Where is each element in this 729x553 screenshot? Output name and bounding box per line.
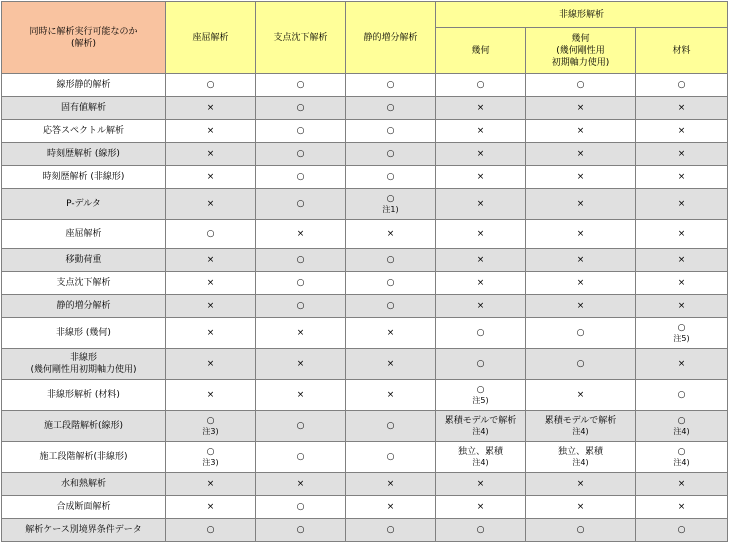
table-row bbox=[2, 272, 728, 295]
row-label bbox=[2, 380, 166, 411]
table-cell bbox=[436, 189, 526, 220]
table-cell bbox=[526, 473, 636, 496]
table-cell bbox=[346, 74, 436, 97]
table-cell bbox=[526, 295, 636, 318]
table-cell bbox=[256, 272, 346, 295]
cell-value: ○ bbox=[386, 126, 395, 136]
table-cell bbox=[636, 442, 728, 473]
table-cell bbox=[526, 120, 636, 143]
row-label bbox=[2, 189, 166, 220]
cell-note: 注3) bbox=[202, 458, 219, 467]
cell-value: ○ bbox=[476, 328, 485, 338]
table-cell bbox=[636, 349, 728, 380]
table-cell bbox=[526, 349, 636, 380]
table-cell bbox=[256, 249, 346, 272]
cell-note: 注4) bbox=[572, 458, 589, 467]
table-row bbox=[2, 97, 728, 120]
col-header-geometric bbox=[436, 28, 526, 74]
row-label-line: 線形静的解析 bbox=[56, 80, 111, 90]
table-cell bbox=[636, 473, 728, 496]
cell-note: 注4) bbox=[673, 427, 690, 436]
table-row bbox=[2, 473, 728, 496]
cell-value: ○ bbox=[296, 502, 305, 512]
table-cell bbox=[636, 496, 728, 519]
table-cell bbox=[636, 318, 728, 349]
cell-value: × bbox=[386, 502, 395, 512]
cell-value: × bbox=[476, 126, 485, 136]
corner-header-line-2: (解析) bbox=[70, 38, 97, 49]
table-cell bbox=[526, 519, 636, 542]
table-row bbox=[2, 249, 728, 272]
row-label-line: 非線形 (幾何) bbox=[56, 328, 111, 338]
cell-value: ○ bbox=[386, 80, 395, 90]
table-cell bbox=[256, 442, 346, 473]
cell-value: ○ bbox=[576, 328, 585, 338]
row-label bbox=[2, 166, 166, 189]
row-label bbox=[2, 473, 166, 496]
row-label-line: 静的増分解析 bbox=[56, 301, 111, 311]
cell-value: ○ bbox=[386, 525, 395, 535]
table-cell bbox=[526, 272, 636, 295]
table-cell bbox=[166, 295, 256, 318]
table-cell bbox=[436, 442, 526, 473]
table-cell bbox=[436, 120, 526, 143]
table-cell bbox=[256, 97, 346, 120]
row-label bbox=[2, 143, 166, 166]
table-cell bbox=[526, 97, 636, 120]
cell-value: ○ bbox=[677, 390, 686, 400]
table-cell bbox=[256, 519, 346, 542]
corner-header bbox=[2, 2, 166, 74]
table-cell bbox=[526, 442, 636, 473]
cell-value: × bbox=[296, 479, 305, 489]
cell-value: × bbox=[476, 103, 485, 113]
table-cell bbox=[346, 442, 436, 473]
cell-value: × bbox=[576, 278, 585, 288]
cell-value: × bbox=[296, 390, 305, 400]
cell-value: × bbox=[576, 255, 585, 265]
table-cell bbox=[346, 189, 436, 220]
cell-value: ○ bbox=[576, 80, 585, 90]
cell-value: × bbox=[476, 172, 485, 182]
table-cell bbox=[346, 349, 436, 380]
cell-value: ○ bbox=[296, 103, 305, 113]
cell-value: ○ bbox=[296, 80, 305, 90]
cell-value: × bbox=[576, 103, 585, 113]
cell-value: × bbox=[386, 479, 395, 489]
table-row bbox=[2, 120, 728, 143]
cell-value: × bbox=[576, 172, 585, 182]
cell-value: × bbox=[576, 390, 585, 400]
row-label-line: 支点沈下解析 bbox=[56, 278, 111, 288]
cell-value: × bbox=[476, 479, 485, 489]
col-header-geometric-initial-force bbox=[526, 28, 636, 74]
cell-value: ○ bbox=[677, 525, 686, 535]
cell-value: × bbox=[206, 103, 215, 113]
table-cell bbox=[636, 519, 728, 542]
col-header-line-3: 初期軸力使用) bbox=[551, 57, 610, 68]
cell-value: × bbox=[576, 479, 585, 489]
table-cell bbox=[256, 189, 346, 220]
table-cell bbox=[346, 120, 436, 143]
table-cell bbox=[526, 143, 636, 166]
table-cell bbox=[166, 249, 256, 272]
row-label-line: 非線形 bbox=[69, 353, 97, 363]
cell-value: × bbox=[677, 172, 686, 182]
cell-value: 独立、累積 bbox=[457, 447, 503, 457]
row-label-line: 応答スペクトル解析 bbox=[42, 126, 124, 136]
cell-value: ○ bbox=[677, 80, 686, 90]
col-header-line-1: 幾何 bbox=[571, 33, 590, 44]
table-cell bbox=[346, 249, 436, 272]
table-cell bbox=[636, 411, 728, 442]
row-label bbox=[2, 220, 166, 249]
table-cell bbox=[166, 318, 256, 349]
cell-value: × bbox=[206, 199, 215, 209]
col-header-pushover: 静的増分解析 bbox=[346, 2, 436, 74]
table-row bbox=[2, 295, 728, 318]
cell-value: ○ bbox=[677, 416, 686, 426]
row-label-line: 合成断面解析 bbox=[56, 502, 111, 512]
row-label bbox=[2, 349, 166, 380]
cell-value: × bbox=[677, 126, 686, 136]
cell-value: × bbox=[677, 479, 686, 489]
cell-value: × bbox=[206, 479, 215, 489]
row-label-line: 非線形解析 (材料) bbox=[47, 390, 120, 400]
table-cell bbox=[346, 318, 436, 349]
table-cell bbox=[526, 318, 636, 349]
table-cell bbox=[636, 220, 728, 249]
row-label bbox=[2, 318, 166, 349]
cell-value: ○ bbox=[386, 103, 395, 113]
table-cell bbox=[636, 295, 728, 318]
table-row bbox=[2, 220, 728, 249]
table-cell bbox=[166, 496, 256, 519]
cell-value: × bbox=[386, 359, 395, 369]
row-label bbox=[2, 272, 166, 295]
table-row bbox=[2, 189, 728, 220]
cell-value: × bbox=[206, 390, 215, 400]
table-cell bbox=[166, 220, 256, 249]
cell-value: ○ bbox=[677, 447, 686, 457]
row-label bbox=[2, 442, 166, 473]
table-cell bbox=[436, 295, 526, 318]
row-label bbox=[2, 120, 166, 143]
table-cell bbox=[166, 74, 256, 97]
row-label bbox=[2, 496, 166, 519]
cell-value: × bbox=[576, 301, 585, 311]
cell-value: ○ bbox=[206, 229, 215, 239]
cell-value: × bbox=[677, 278, 686, 288]
cell-value: ○ bbox=[677, 323, 686, 333]
col-header-settlement: 支点沈下解析 bbox=[256, 2, 346, 74]
cell-value: × bbox=[576, 502, 585, 512]
table-cell bbox=[526, 496, 636, 519]
col-group-nonlinear: 非線形解析 bbox=[436, 2, 728, 28]
cell-value: × bbox=[386, 390, 395, 400]
table-cell bbox=[346, 473, 436, 496]
cell-note: 注5) bbox=[673, 334, 690, 343]
col-header-material bbox=[636, 28, 728, 74]
cell-note: 注5) bbox=[472, 396, 489, 405]
cell-value: × bbox=[476, 278, 485, 288]
table-cell bbox=[166, 272, 256, 295]
cell-value: ○ bbox=[296, 301, 305, 311]
cell-value: × bbox=[677, 103, 686, 113]
table-cell bbox=[436, 249, 526, 272]
table-cell bbox=[166, 97, 256, 120]
table-cell bbox=[636, 166, 728, 189]
cell-value: ○ bbox=[206, 447, 215, 457]
row-label bbox=[2, 74, 166, 97]
table-cell bbox=[436, 74, 526, 97]
cell-note: 注3) bbox=[202, 427, 219, 436]
analysis-compatibility-table bbox=[1, 1, 728, 542]
table-cell bbox=[436, 166, 526, 189]
cell-value: ○ bbox=[296, 172, 305, 182]
table-cell bbox=[346, 519, 436, 542]
table-cell bbox=[636, 74, 728, 97]
cell-value: ○ bbox=[576, 525, 585, 535]
cell-note: 注4) bbox=[472, 458, 489, 467]
row-label-line: 時刻歴解析 (線形) bbox=[47, 149, 120, 159]
table-cell bbox=[166, 473, 256, 496]
cell-value: × bbox=[386, 229, 395, 239]
table-cell bbox=[436, 411, 526, 442]
cell-value: × bbox=[296, 359, 305, 369]
cell-value: × bbox=[677, 359, 686, 369]
cell-value: × bbox=[476, 255, 485, 265]
cell-value: × bbox=[476, 301, 485, 311]
table-cell bbox=[436, 272, 526, 295]
cell-value: ○ bbox=[296, 149, 305, 159]
cell-value: × bbox=[677, 229, 686, 239]
table-row bbox=[2, 519, 728, 542]
cell-value: ○ bbox=[386, 255, 395, 265]
cell-value: ○ bbox=[476, 525, 485, 535]
cell-value: × bbox=[677, 255, 686, 265]
cell-value: ○ bbox=[386, 452, 395, 462]
cell-value: × bbox=[476, 149, 485, 159]
table-cell bbox=[346, 411, 436, 442]
cell-value: × bbox=[677, 301, 686, 311]
cell-value: ○ bbox=[296, 199, 305, 209]
cell-value: × bbox=[206, 149, 215, 159]
cell-value: ○ bbox=[386, 301, 395, 311]
table-cell bbox=[436, 143, 526, 166]
cell-value: ○ bbox=[296, 126, 305, 136]
row-label-line: (幾何剛性用初期軸力使用) bbox=[30, 365, 137, 375]
row-label-line: 解析ケース別境界条件データ bbox=[25, 525, 142, 535]
table-cell bbox=[256, 74, 346, 97]
table-cell bbox=[636, 189, 728, 220]
table-row bbox=[2, 349, 728, 380]
cell-value: × bbox=[677, 199, 686, 209]
cell-value: × bbox=[677, 149, 686, 159]
row-label-line: 固有値解析 bbox=[60, 103, 106, 113]
table-cell bbox=[166, 442, 256, 473]
table-cell bbox=[436, 97, 526, 120]
cell-value: × bbox=[206, 301, 215, 311]
row-label bbox=[2, 519, 166, 542]
table-cell bbox=[166, 519, 256, 542]
table-cell bbox=[436, 519, 526, 542]
table-cell bbox=[636, 120, 728, 143]
table-cell bbox=[636, 143, 728, 166]
table-cell bbox=[256, 349, 346, 380]
table-cell bbox=[166, 189, 256, 220]
table-cell bbox=[346, 496, 436, 519]
table-cell bbox=[436, 380, 526, 411]
table-body bbox=[2, 74, 728, 542]
cell-value: × bbox=[206, 126, 215, 136]
cell-value: ○ bbox=[476, 385, 485, 395]
cell-value: ○ bbox=[476, 359, 485, 369]
row-label-line: 時刻歴解析 (非線形) bbox=[42, 172, 125, 182]
cell-value: 累積モデルで解析 bbox=[544, 416, 617, 426]
row-label-line: P-デルタ bbox=[66, 199, 101, 209]
cell-value: × bbox=[476, 229, 485, 239]
cell-value: ○ bbox=[296, 452, 305, 462]
cell-value: × bbox=[677, 502, 686, 512]
cell-value: × bbox=[206, 278, 215, 288]
cell-value: × bbox=[206, 502, 215, 512]
cell-value: ○ bbox=[576, 359, 585, 369]
table-row bbox=[2, 442, 728, 473]
table-cell bbox=[166, 166, 256, 189]
cell-value: ○ bbox=[296, 421, 305, 431]
table-cell bbox=[526, 380, 636, 411]
cell-value: × bbox=[476, 199, 485, 209]
table-cell bbox=[526, 74, 636, 97]
table-cell bbox=[256, 473, 346, 496]
cell-note: 注1) bbox=[382, 205, 399, 214]
cell-value: ○ bbox=[296, 278, 305, 288]
table-cell bbox=[526, 220, 636, 249]
table-cell bbox=[526, 189, 636, 220]
row-label bbox=[2, 97, 166, 120]
table-cell bbox=[436, 220, 526, 249]
table-cell bbox=[436, 496, 526, 519]
row-label bbox=[2, 411, 166, 442]
cell-note: 注4) bbox=[572, 427, 589, 436]
cell-note: 注4) bbox=[673, 458, 690, 467]
table-cell bbox=[256, 380, 346, 411]
row-label-line: 施工段階解析(線形) bbox=[43, 421, 124, 431]
cell-value: ○ bbox=[386, 172, 395, 182]
table-row bbox=[2, 74, 728, 97]
cell-value: × bbox=[296, 328, 305, 338]
table-cell bbox=[636, 249, 728, 272]
cell-value: × bbox=[476, 502, 485, 512]
table-row bbox=[2, 318, 728, 349]
table-cell bbox=[436, 473, 526, 496]
table-cell bbox=[346, 143, 436, 166]
col-header-material-line-1: 材料 bbox=[672, 45, 691, 56]
table-cell bbox=[166, 380, 256, 411]
table-cell bbox=[346, 220, 436, 249]
cell-value: ○ bbox=[206, 525, 215, 535]
cell-value: × bbox=[576, 199, 585, 209]
table-row bbox=[2, 411, 728, 442]
row-label-line: 施工段階解析(非線形) bbox=[39, 452, 128, 462]
table-cell bbox=[526, 411, 636, 442]
cell-value: ○ bbox=[386, 149, 395, 159]
row-label-line: 座屈解析 bbox=[65, 229, 102, 239]
table-cell bbox=[256, 411, 346, 442]
cell-value: × bbox=[296, 229, 305, 239]
cell-value: ○ bbox=[206, 80, 215, 90]
table-cell bbox=[436, 349, 526, 380]
table-cell bbox=[166, 411, 256, 442]
cell-value: × bbox=[386, 328, 395, 338]
cell-value: × bbox=[206, 359, 215, 369]
cell-value: × bbox=[576, 149, 585, 159]
table-row bbox=[2, 166, 728, 189]
table-cell bbox=[256, 318, 346, 349]
cell-value: 独立、累積 bbox=[557, 447, 603, 457]
cell-value: ○ bbox=[476, 80, 485, 90]
table-cell bbox=[256, 166, 346, 189]
table-cell bbox=[346, 97, 436, 120]
table-row bbox=[2, 496, 728, 519]
cell-value: ○ bbox=[386, 278, 395, 288]
table-cell bbox=[636, 380, 728, 411]
col-header-buckling: 座屈解析 bbox=[166, 2, 256, 74]
table-cell bbox=[256, 295, 346, 318]
table-cell bbox=[436, 318, 526, 349]
table-cell bbox=[256, 143, 346, 166]
table-cell bbox=[256, 496, 346, 519]
table-cell bbox=[256, 220, 346, 249]
row-label bbox=[2, 249, 166, 272]
table-cell bbox=[346, 166, 436, 189]
table-cell bbox=[636, 272, 728, 295]
corner-header-line-1: 同時に解析実行可能なのか bbox=[29, 26, 138, 37]
cell-value: ○ bbox=[296, 525, 305, 535]
cell-value: ○ bbox=[386, 421, 395, 431]
cell-value: × bbox=[206, 172, 215, 182]
table-cell bbox=[346, 295, 436, 318]
table-cell bbox=[166, 120, 256, 143]
col-header-line-2: (幾何剛性用 bbox=[556, 45, 605, 56]
table-cell bbox=[166, 143, 256, 166]
row-label-line: 移動荷重 bbox=[65, 255, 102, 265]
table-cell bbox=[526, 249, 636, 272]
table-cell bbox=[346, 380, 436, 411]
col-header-geometric-line-1: 幾何 bbox=[471, 45, 490, 56]
cell-value: ○ bbox=[296, 255, 305, 265]
table-cell bbox=[636, 97, 728, 120]
table-cell bbox=[346, 272, 436, 295]
cell-value: ○ bbox=[386, 194, 395, 204]
row-label-line: 水和熱解析 bbox=[60, 479, 106, 489]
cell-value: × bbox=[206, 328, 215, 338]
table-row bbox=[2, 380, 728, 411]
cell-value: ○ bbox=[206, 416, 215, 426]
cell-value: 累積モデルで解析 bbox=[444, 416, 517, 426]
table-cell bbox=[526, 166, 636, 189]
cell-note: 注4) bbox=[472, 427, 489, 436]
row-label bbox=[2, 295, 166, 318]
cell-value: × bbox=[576, 126, 585, 136]
cell-value: × bbox=[206, 255, 215, 265]
cell-value: × bbox=[576, 229, 585, 239]
table-cell bbox=[166, 349, 256, 380]
table-cell bbox=[256, 120, 346, 143]
table-row bbox=[2, 143, 728, 166]
